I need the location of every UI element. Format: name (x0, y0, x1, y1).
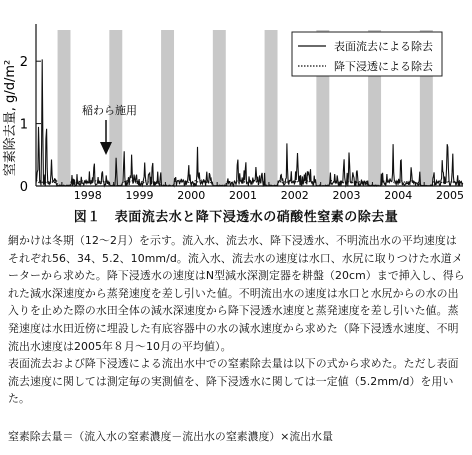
x-tick-label: 2003 (332, 189, 361, 202)
legend-surface-label: 表面流去による除去 (334, 40, 433, 53)
nitrogen-removal-chart (0, 0, 472, 205)
figure-number: 図１ (73, 210, 101, 225)
y-ticks (20, 55, 41, 195)
y-axis-label: 窒素除去量, g/d/m² (3, 59, 18, 177)
paragraph-2: 表面流去および降下浸透による流出水中での窒素除去量は以下の式から求めた。ただし表面流去速度に関しては測定毎の実測値を、降下浸透水に関しては一定値（5.2mm/d）を用いた。 (8, 357, 459, 406)
winter-band (265, 30, 278, 186)
x-tick-label: 2005 (436, 189, 465, 202)
y-tick-label: 1 (19, 117, 28, 133)
x-tick-label: 2000 (177, 189, 206, 202)
winter-band (161, 30, 174, 186)
x-tick-label: 2001 (229, 189, 258, 202)
winter-band (58, 30, 71, 186)
surface-series (36, 59, 463, 186)
figure-caption (0, 206, 472, 225)
formula: 窒素除去量＝（流入水の窒素濃度－流出水の窒素濃度）×流出水量 (8, 430, 333, 443)
winter-band (213, 30, 226, 186)
y-tick-label: 0 (19, 180, 28, 195)
x-tick-label: 1999 (125, 189, 154, 202)
surface-removal-line (36, 59, 463, 186)
x-tick-label: 1998 (73, 189, 102, 202)
body-text (8, 232, 466, 408)
x-tick-label: 2002 (280, 189, 309, 202)
legend-percolation-label: 降下浸透による除去 (334, 60, 433, 73)
figure-title: 表面流去水と降下浸透水の硝酸性窒素の除去量 (114, 210, 399, 225)
legend (292, 32, 442, 76)
x-tick-label: 2004 (384, 189, 413, 202)
annotation-label: 稲わら施用 (82, 104, 137, 117)
y-tick-label: 2 (19, 55, 28, 71)
paragraph-1: 網かけは冬期（12～2月）を示す。流入水、流去水、降下浸透水、不明流出水の平均速度はそれぞれ56、34、5.2、10mm/d。流入水、流去水の速度は水口、水尻に取りつけた水道メーターから求めた。降下浸透水の速度はN型減水深測定器を耕盤（20cm）まで挿入し、得られた減水深速度から蒸発速度を差し引いた値。不明流出水の速度は水口と水尻からの水の出入りを止めた際の水田全体の減水深速度から降下浸透水速度と蒸発速度を差し引いた値。蒸発速度は水田近傍に埋設した有底容器中の水の減水速度から求めた（降下浸透水速度、不明流出水速度は2005年８月～10月の平均値）。 (8, 234, 465, 353)
